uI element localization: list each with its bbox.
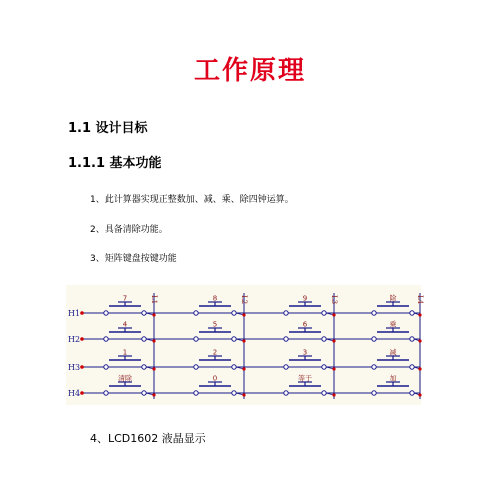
- key-terminal: [284, 391, 288, 395]
- key-terminal: [194, 337, 198, 341]
- junction-node: [332, 367, 335, 370]
- key-label: 除: [389, 294, 397, 303]
- key-label: 1: [122, 348, 128, 357]
- key-label: 0: [212, 374, 218, 383]
- column-label: L3: [330, 295, 338, 305]
- key-label: 6: [302, 320, 308, 329]
- key-terminal: [322, 391, 326, 395]
- page-title: 工作原理: [193, 56, 306, 86]
- key-terminal: [104, 311, 108, 315]
- section-heading: 1.1 设计目标: [68, 121, 148, 136]
- key-label: 加: [389, 374, 397, 383]
- junction-node: [242, 339, 245, 342]
- key-terminal: [142, 311, 146, 315]
- junction-node: [242, 313, 245, 316]
- key-terminal: [372, 365, 376, 369]
- junction-node: [242, 367, 245, 370]
- column-label: L1: [150, 295, 158, 305]
- key-terminal: [232, 365, 236, 369]
- junction-node: [332, 393, 335, 396]
- key-label: 7: [122, 294, 128, 303]
- junction-node: [418, 339, 421, 342]
- junction-node: [418, 393, 421, 396]
- key-label: 9: [302, 294, 308, 303]
- key-terminal: [142, 337, 146, 341]
- row-label: H3: [68, 363, 81, 372]
- junction-node: [242, 393, 245, 396]
- key-terminal: [232, 391, 236, 395]
- row-node: [80, 337, 84, 341]
- key-terminal: [194, 391, 198, 395]
- feature-item: 1、此计算器实现正整数加、减、乘、除四钟运算。: [90, 195, 294, 205]
- key-terminal: [142, 365, 146, 369]
- key-terminal: [142, 391, 146, 395]
- key-terminal: [410, 311, 414, 315]
- key-terminal: [410, 337, 414, 341]
- key-label: 2: [212, 348, 218, 357]
- column-label: L4: [416, 295, 424, 305]
- key-terminal: [104, 365, 108, 369]
- key-terminal: [284, 365, 288, 369]
- junction-node: [418, 313, 421, 316]
- key-terminal: [284, 311, 288, 315]
- column-label: L2: [240, 295, 248, 305]
- key-label: 4: [122, 320, 128, 329]
- key-terminal: [372, 337, 376, 341]
- key-terminal: [410, 365, 414, 369]
- key-label: 5: [212, 320, 218, 329]
- junction-node: [152, 313, 155, 316]
- row-label: H2: [68, 335, 81, 344]
- key-label: 8: [212, 294, 218, 303]
- key-label: 清除: [118, 374, 132, 383]
- key-terminal: [232, 311, 236, 315]
- row-node: [80, 391, 84, 395]
- key-label: 3: [302, 348, 308, 357]
- key-terminal: [322, 365, 326, 369]
- key-label: 等于: [298, 374, 312, 383]
- key-terminal: [104, 337, 108, 341]
- key-terminal: [232, 337, 236, 341]
- junction-node: [152, 339, 155, 342]
- key-terminal: [410, 391, 414, 395]
- junction-node: [332, 339, 335, 342]
- key-terminal: [284, 337, 288, 341]
- feature-item: 2、具备清除功能。: [90, 225, 168, 235]
- feature-item: 3、矩阵键盘按键功能: [90, 254, 177, 264]
- key-terminal: [372, 311, 376, 315]
- key-terminal: [194, 311, 198, 315]
- key-terminal: [322, 311, 326, 315]
- junction-node: [418, 367, 421, 370]
- key-terminal: [322, 337, 326, 341]
- key-terminal: [372, 391, 376, 395]
- key-label: 乘: [389, 320, 397, 329]
- row-label: H1: [68, 309, 81, 318]
- junction-node: [152, 367, 155, 370]
- key-label: 减: [389, 348, 397, 357]
- row-node: [80, 365, 84, 369]
- junction-node: [152, 393, 155, 396]
- feature-item: 4、LCD1602 液晶显示: [90, 432, 206, 445]
- key-terminal: [194, 365, 198, 369]
- row-label: H4: [68, 389, 81, 398]
- keypad-matrix-diagram: [66, 285, 424, 405]
- junction-node: [332, 313, 335, 316]
- subsection-heading: 1.1.1 基本功能: [68, 156, 162, 171]
- row-node: [80, 311, 84, 315]
- key-terminal: [104, 391, 108, 395]
